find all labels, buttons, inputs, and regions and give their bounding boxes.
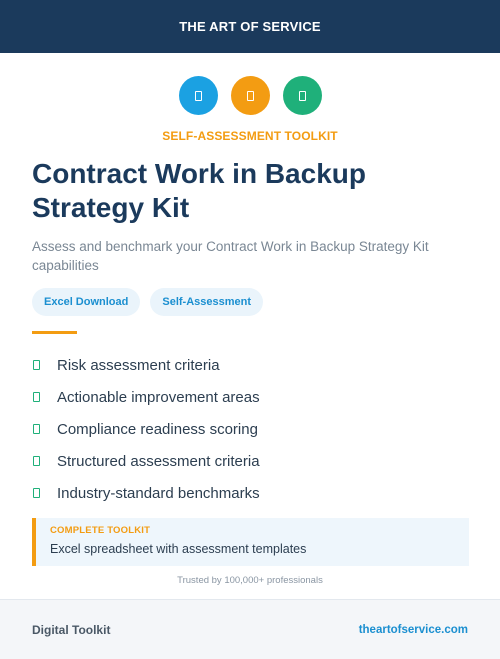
tag-list bbox=[32, 288, 263, 316]
checkbox-icon bbox=[33, 392, 40, 402]
accent-divider bbox=[32, 331, 77, 334]
page-subtitle: Assess and benchmark your Contract Work in Backup Strategy Kit capabilities bbox=[32, 239, 429, 273]
toolkit-callout bbox=[32, 518, 469, 566]
eyebrow-label: SELF-ASSESSMENT TOOLKIT bbox=[162, 129, 338, 143]
checkbox-icon bbox=[33, 456, 40, 466]
document-icon bbox=[179, 76, 218, 115]
checkbox-icon bbox=[33, 360, 40, 370]
page-title: Contract Work in Backup Strategy Kit bbox=[32, 158, 366, 223]
list-item bbox=[32, 445, 260, 477]
callout-text: Excel spreadsheet with assessment templates bbox=[50, 542, 307, 556]
feature-label: Compliance readiness scoring bbox=[57, 420, 258, 438]
tag-excel-download: Excel Download bbox=[32, 288, 140, 316]
list-item bbox=[32, 413, 260, 445]
checkbox-icon bbox=[33, 488, 40, 498]
callout-label: COMPLETE TOOLKIT bbox=[50, 525, 151, 536]
trust-note: Trusted by 100,000+ professionals bbox=[177, 575, 323, 586]
feature-label: Industry-standard benchmarks bbox=[57, 484, 260, 502]
checkbox-icon bbox=[33, 424, 40, 434]
feature-label: Structured assessment criteria bbox=[57, 452, 260, 470]
list-item bbox=[32, 349, 260, 381]
list-item bbox=[32, 477, 260, 509]
footer bbox=[0, 599, 500, 659]
brand-header bbox=[0, 0, 500, 53]
feature-list bbox=[32, 349, 260, 509]
list-item bbox=[32, 381, 260, 413]
brand-name: THE ART OF SERVICE bbox=[179, 19, 321, 34]
icon-row bbox=[0, 76, 500, 115]
document-icon bbox=[231, 76, 270, 115]
feature-label: Risk assessment criteria bbox=[57, 356, 220, 374]
footer-label: Digital Toolkit bbox=[32, 622, 111, 637]
tag-self-assessment: Self-Assessment bbox=[150, 288, 263, 316]
document-icon bbox=[283, 76, 322, 115]
website-link[interactable]: theartofservice.com bbox=[358, 623, 468, 636]
feature-label: Actionable improvement areas bbox=[57, 388, 260, 406]
